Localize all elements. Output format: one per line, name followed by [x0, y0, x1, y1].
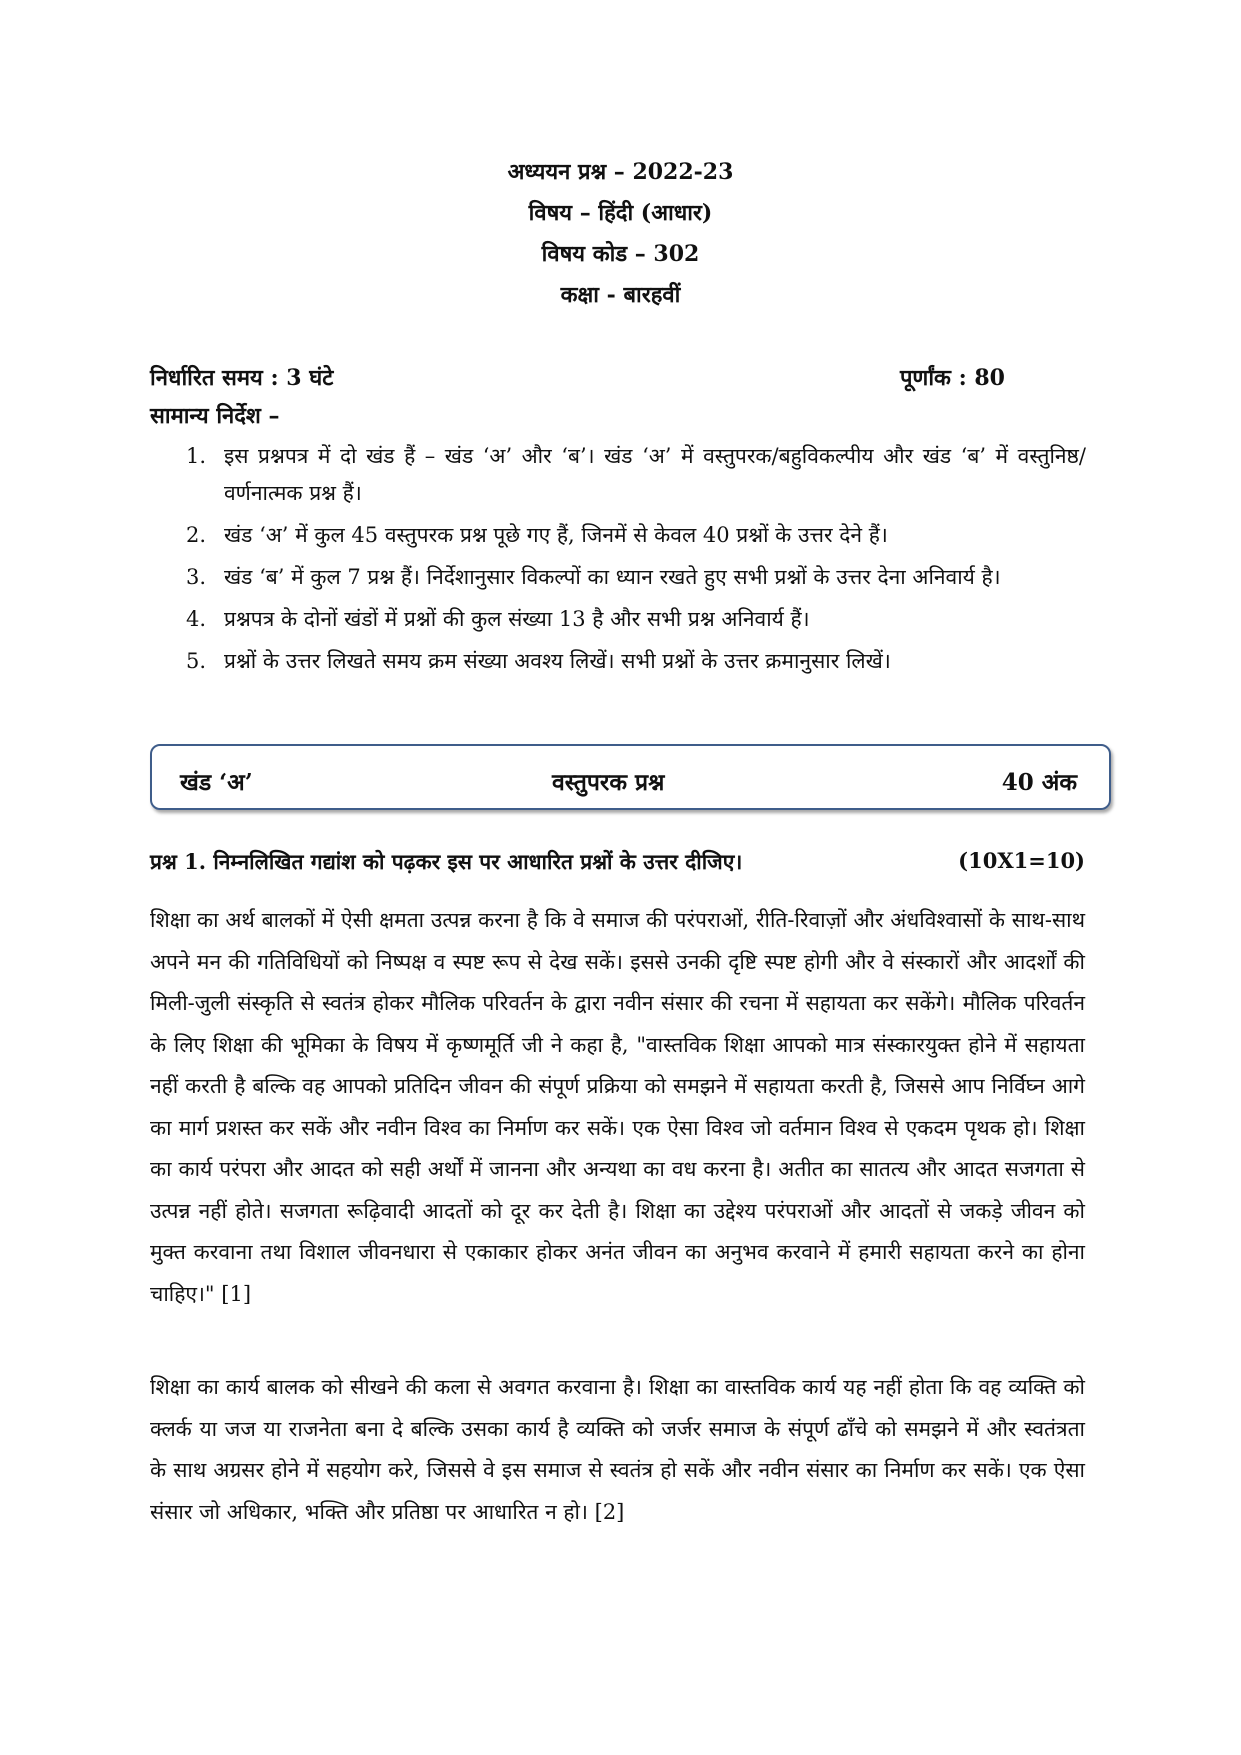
instruction-text: प्रश्नों के उत्तर लिखते समय क्रम संख्या अवश्य लिखें। सभी प्रश्नों के उत्तर क्रमानुसार लिखें।: [224, 649, 891, 673]
instruction-number: 5.: [186, 649, 207, 673]
document-header: [0, 152, 1241, 316]
total-marks: पूर्णांक : 80: [899, 365, 1005, 391]
instruction-text: खंड ‘अ’ में कुल 45 वस्तुपरक प्रश्न पूछे गए हैं, जिनमें से केवल 40 प्रश्नों के उत्तर देने हैं।: [224, 523, 888, 547]
section-a-banner: [150, 744, 1111, 810]
instruction-item: [186, 517, 1086, 554]
question-1-marks: (10X1=10): [958, 848, 1085, 873]
header-title: अध्ययन प्रश्न – 2022-23: [507, 159, 734, 185]
allotted-time: निर्धारित समय : 3 घंटे: [150, 365, 334, 391]
passage-paragraph-1: शिक्षा का अर्थ बालकों में ऐसी क्षमता उत्पन्न करना है कि वे समाज की परंपराओं, रीति-रिवाज़ों और अंधविश्वासों के साथ-साथ अपने मन की गतिविधियों को निष्पक्ष व स्पष्ट रूप से देख सकें। इससे उनकी दृष्टि स्पष्ट होगी और वे संस्कारों और आदर्शों की मिली-जुली संस्कृति से स्वतंत्र होकर मौलिक परिवर्तन के द्वारा नवीन संसार की रचना में सहायता कर सकेंगे। मौलिक परिवर्तन के लिए शिक्षा की भूमिका के विषय में कृष्णमूर्ति जी ने कहा है, "वास्तविक शिक्षा आपको मात्र संस्कारयुक्त होने में सहायता नहीं करती है बल्कि वह आपको प्रतिदिन जीवन की संपूर्ण प्रक्रिया को समझने में सहायता करती है, जिससे आप निर्विघ्न आगे का मार्ग प्रशस्त कर सकें और नवीन विश्व का निर्माण कर सकें। एक ऐसा विश्व जो वर्तमान विश्व से एकदम पृथक हो। शिक्षा का कार्य परंपरा और आदत को सही अर्थों में जानना और अन्यथा का वध करना है। अतीत का सातत्य और आदत सजगता से उत्पन्न नहीं होते। सजगता रूढ़िवादी आदतों को दूर कर देती है। शिक्षा का उद्देश्य परंपराओं और आदतों से जकड़े जीवन को मुक्त करवाना तथा विशाल जीवनधारा से एकाकार होकर अनंत जीवन का अनुभव करवाने में हमारी सहायता करने का होना चाहिए।" [1]: [150, 908, 1085, 1306]
instruction-number: 1.: [186, 444, 207, 468]
section-type: वस्तुपरक प्रश्न: [552, 769, 665, 796]
instruction-number: 2.: [186, 523, 207, 547]
instruction-item: [186, 438, 1086, 512]
instructions-list: [186, 438, 1086, 685]
instructions-title: सामान्य निर्देश –: [150, 403, 280, 429]
header-subject-code: विषय कोड – 302: [541, 241, 700, 267]
passage-paragraph-2: शिक्षा का कार्य बालक को सीखने की कला से अवगत करवाना है। शिक्षा का वास्तविक कार्य यह नहीं होता कि वह व्यक्ति को क्लर्क या जज या राजनेता बना दे बल्कि उसका कार्य है व्यक्ति को जर्जर समाज के संपूर्ण ढाँचे को समझने में और स्वतंत्रता के साथ अग्रसर होने में सहयोग करे, जिससे वे इस समाज से स्वतंत्र हो सकें और नवीन संसार का निर्माण कर सकें। एक ऐसा संसार जो अधिकार, भक्ति और प्रतिष्ठा पर आधारित न हो। [2]: [150, 1375, 1085, 1524]
instruction-number: 4.: [186, 607, 207, 631]
instruction-item: [186, 559, 1086, 596]
section-name: खंड ‘अ’: [180, 769, 253, 796]
question-1-heading: [150, 848, 1085, 876]
header-subject: विषय – हिंदी (आधार): [528, 200, 713, 226]
section-marks: 40 अंक: [1001, 769, 1077, 796]
instruction-item: [186, 601, 1086, 638]
header-class: कक्षा - बारहवीं: [560, 282, 681, 308]
instruction-number: 3.: [186, 565, 207, 589]
instruction-text: प्रश्नपत्र के दोनों खंडों में प्रश्नों की कुल संख्या 13 है और सभी प्रश्न अनिवार्य हैं।: [224, 607, 810, 631]
question-1-text: प्रश्न 1. निम्नलिखित गद्यांश को पढ़कर इस पर आधारित प्रश्नों के उत्तर दीजिए।: [150, 849, 743, 874]
meta-row: [150, 362, 1005, 396]
instruction-text: इस प्रश्नपत्र में दो खंड हैं – खंड ‘अ’ और ‘ब’। खंड ‘अ’ में वस्तुपरक/बहुविकल्पीय और खंड ‘ब’ में वस्तुनिष्ठ/वर्णनात्मक प्रश्न हैं।: [224, 444, 1086, 505]
instruction-item: [186, 643, 1086, 680]
instruction-text: खंड ‘ब’ में कुल 7 प्रश्न हैं। निर्देशानुसार विकल्पों का ध्यान रखते हुए सभी प्रश्नों के उत्तर देना अनिवार्य है।: [224, 565, 1001, 589]
